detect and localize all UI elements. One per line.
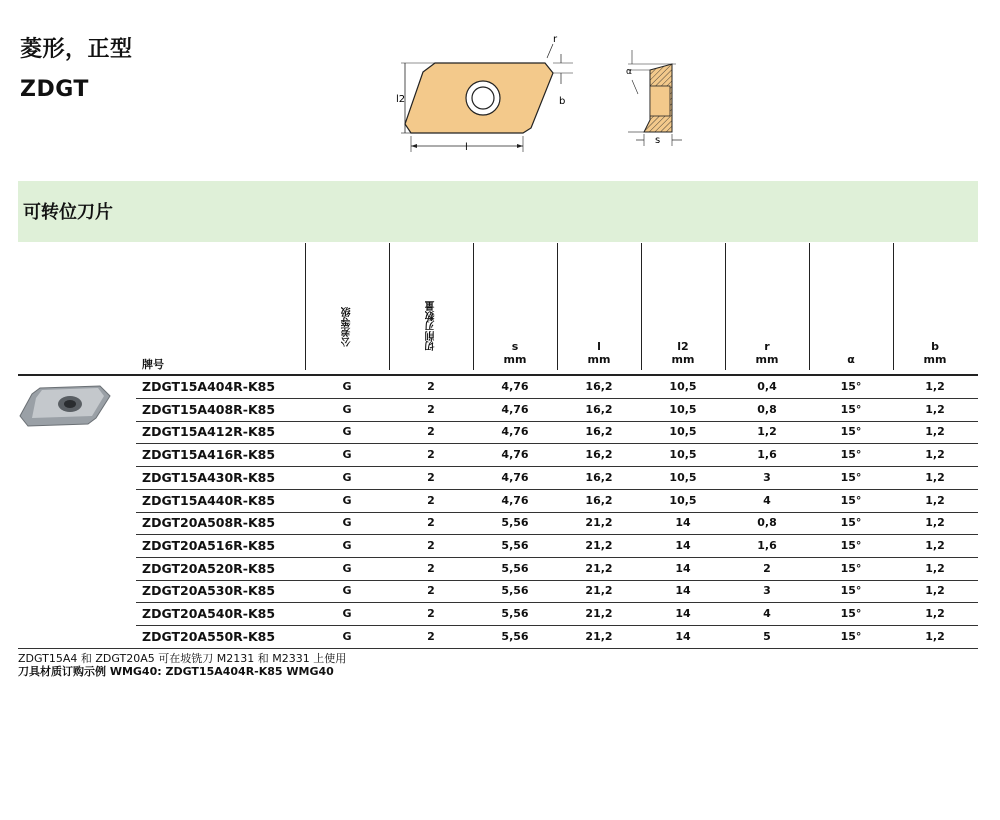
cell-r: 3 (763, 470, 771, 484)
header-edges: 切削刃数量 (426, 301, 437, 351)
section-header (18, 181, 978, 242)
cell-part-number: ZDGT20A530R-K85 (142, 583, 276, 599)
cell-b: 1,2 (925, 402, 945, 416)
cell-l2: 10,5 (669, 448, 697, 462)
cell-r: 1,6 (757, 538, 777, 552)
cell-edges: 2 (427, 470, 435, 484)
table-row (18, 580, 978, 603)
cell-part-number: ZDGT15A408R-K85 (142, 401, 276, 417)
cell-alpha: 15° (840, 425, 862, 439)
cell-r: 1,6 (757, 448, 777, 462)
page-subtitle: ZDGT (20, 77, 89, 102)
table-row (18, 512, 978, 535)
cell-s: 5,56 (501, 584, 529, 598)
cell-edges: 2 (427, 629, 435, 643)
cell-s: 5,56 (501, 538, 529, 552)
cell-part-number: ZDGT15A430R-K85 (142, 469, 276, 485)
cell-b: 1,2 (925, 629, 945, 643)
cell-part-number: ZDGT20A540R-K85 (142, 606, 276, 621)
table-row (18, 626, 978, 649)
label-b: b (559, 96, 566, 107)
column-divider (305, 243, 306, 370)
cell-l2: 14 (675, 538, 691, 552)
header-l: l mm (587, 340, 611, 366)
cell-l2: 10,5 (669, 493, 697, 507)
cell-tol: G (342, 380, 352, 393)
cell-r: 1,2 (757, 425, 777, 439)
cell-r: 4 (763, 493, 771, 507)
cell-l2: 14 (675, 561, 691, 575)
cell-tol: G (342, 470, 352, 484)
cell-alpha: 15° (840, 538, 862, 552)
cell-alpha: 15° (840, 584, 862, 598)
cell-s: 4,76 (501, 470, 529, 484)
cell-tol: G (342, 584, 352, 598)
cell-part-number: ZDGT20A550R-K85 (142, 628, 276, 644)
cell-alpha: 15° (840, 380, 862, 393)
cell-b: 1,2 (925, 380, 945, 393)
cell-s: 4,76 (501, 448, 529, 462)
table-row (18, 490, 978, 513)
table-row (18, 603, 978, 626)
cell-r: 4 (763, 607, 771, 620)
cell-b: 1,2 (925, 516, 945, 530)
table-row (18, 399, 978, 422)
cell-part-number: ZDGT15A440R-K85 (142, 492, 276, 508)
cell-part-number: ZDGT15A412R-K85 (142, 424, 276, 440)
cell-alpha: 15° (840, 493, 862, 507)
cell-part-number: ZDGT20A520R-K85 (142, 560, 276, 576)
cell-tol: G (342, 538, 352, 552)
cell-l: 21,2 (585, 516, 613, 530)
cell-l: 16,2 (585, 402, 613, 416)
cell-r: 5 (763, 629, 771, 643)
insert-table (18, 243, 978, 646)
cell-l: 16,2 (585, 493, 613, 507)
table-row (18, 535, 978, 558)
cell-edges: 2 (427, 607, 435, 620)
cell-part-number: ZDGT15A404R-K85 (142, 379, 276, 394)
cell-s: 5,56 (501, 516, 529, 530)
footnote-order-example: 刀具材质订购示例 WMG40: ZDGT15A404R-K85 WMG40 (18, 665, 334, 678)
cell-l2: 14 (675, 629, 691, 643)
insert-front-view-diagram (395, 28, 575, 156)
label-l2: l2 (396, 94, 406, 105)
cell-r: 3 (763, 584, 771, 598)
cell-b: 1,2 (925, 538, 945, 552)
cell-alpha: 15° (840, 629, 862, 643)
cell-l2: 10,5 (669, 470, 697, 484)
cell-r: 0,8 (757, 402, 777, 416)
cell-l: 21,2 (585, 607, 613, 620)
cell-l2: 10,5 (669, 425, 697, 439)
header-alpha: α (847, 353, 855, 366)
table-row (18, 558, 978, 581)
cell-edges: 2 (427, 584, 435, 598)
header-r: r mm (755, 340, 779, 366)
cell-l: 21,2 (585, 538, 613, 552)
cell-edges: 2 (427, 493, 435, 507)
cell-l2: 14 (675, 516, 691, 530)
cell-s: 5,56 (501, 629, 529, 643)
cell-b: 1,2 (925, 584, 945, 598)
cell-l: 21,2 (585, 629, 613, 643)
cell-b: 1,2 (925, 470, 945, 484)
row-divider (18, 648, 978, 649)
table-row (18, 421, 978, 444)
cell-edges: 2 (427, 402, 435, 416)
table-row (18, 467, 978, 490)
cell-l2: 14 (675, 584, 691, 598)
cell-s: 4,76 (501, 402, 529, 416)
cell-l2: 10,5 (669, 380, 697, 393)
cell-l: 21,2 (585, 584, 613, 598)
cell-tol: G (342, 516, 352, 530)
section-title: 可转位刀片 (23, 202, 113, 223)
header-b: b mm (923, 340, 947, 366)
cell-part-number: ZDGT20A516R-K85 (142, 537, 276, 553)
column-divider (389, 243, 390, 370)
cell-alpha: 15° (840, 561, 862, 575)
cell-edges: 2 (427, 561, 435, 575)
label-alpha: α (626, 67, 632, 77)
cell-tol: G (342, 425, 352, 439)
cell-edges: 2 (427, 538, 435, 552)
cell-s: 4,76 (501, 493, 529, 507)
page-title: 菱形，正型 (20, 37, 133, 62)
cell-r: 2 (763, 561, 771, 575)
cell-alpha: 15° (840, 470, 862, 484)
cell-r: 0,8 (757, 516, 777, 530)
footnotes (18, 652, 346, 678)
cell-b: 1,2 (925, 425, 945, 439)
header-name: 牌号 (142, 358, 164, 371)
label-s: s (655, 135, 661, 146)
cell-l: 16,2 (585, 425, 613, 439)
cell-b: 1,2 (925, 561, 945, 575)
cell-tol: G (342, 607, 352, 620)
cell-tol: G (342, 561, 352, 575)
cell-edges: 2 (427, 380, 435, 393)
label-r: r (553, 34, 558, 45)
title-block (20, 30, 133, 110)
cell-l: 16,2 (585, 380, 613, 393)
cell-alpha: 15° (840, 516, 862, 530)
cell-edges: 2 (427, 448, 435, 462)
cell-part-number: ZDGT20A508R-K85 (142, 515, 276, 531)
footnote-usage: ZDGT15A4 和 ZDGT20A5 可在坡铣刀 M2131 和 M2331 上使用 (18, 652, 347, 665)
cell-tol: G (342, 629, 352, 643)
cell-r: 0,4 (757, 380, 777, 393)
cell-alpha: 15° (840, 448, 862, 462)
table-row (18, 444, 978, 467)
header-s: s mm (503, 340, 527, 366)
cell-s: 5,56 (501, 607, 529, 620)
table-row (18, 376, 978, 399)
cell-b: 1,2 (925, 607, 945, 620)
cell-l: 16,2 (585, 470, 613, 484)
cell-b: 1,2 (925, 493, 945, 507)
cell-edges: 2 (427, 516, 435, 530)
cell-l: 16,2 (585, 448, 613, 462)
label-l: l (465, 142, 468, 153)
cell-edges: 2 (427, 425, 435, 439)
cell-s: 4,76 (501, 425, 529, 439)
cell-part-number: ZDGT15A416R-K85 (142, 447, 276, 463)
cell-l2: 10,5 (669, 402, 697, 416)
cell-tol: G (342, 448, 352, 462)
cell-tol: G (342, 493, 352, 507)
cell-alpha: 15° (840, 402, 862, 416)
header-tolerance: 公差等级 (342, 307, 353, 347)
header-l2: l2 mm (671, 340, 695, 366)
cell-b: 1,2 (925, 448, 945, 462)
cell-alpha: 15° (840, 607, 862, 620)
cell-s: 5,56 (501, 561, 529, 575)
insert-side-view-diagram (620, 42, 700, 152)
cell-l: 21,2 (585, 561, 613, 575)
cell-l2: 14 (675, 607, 691, 620)
cell-tol: G (342, 402, 352, 416)
cell-s: 4,76 (501, 380, 529, 393)
